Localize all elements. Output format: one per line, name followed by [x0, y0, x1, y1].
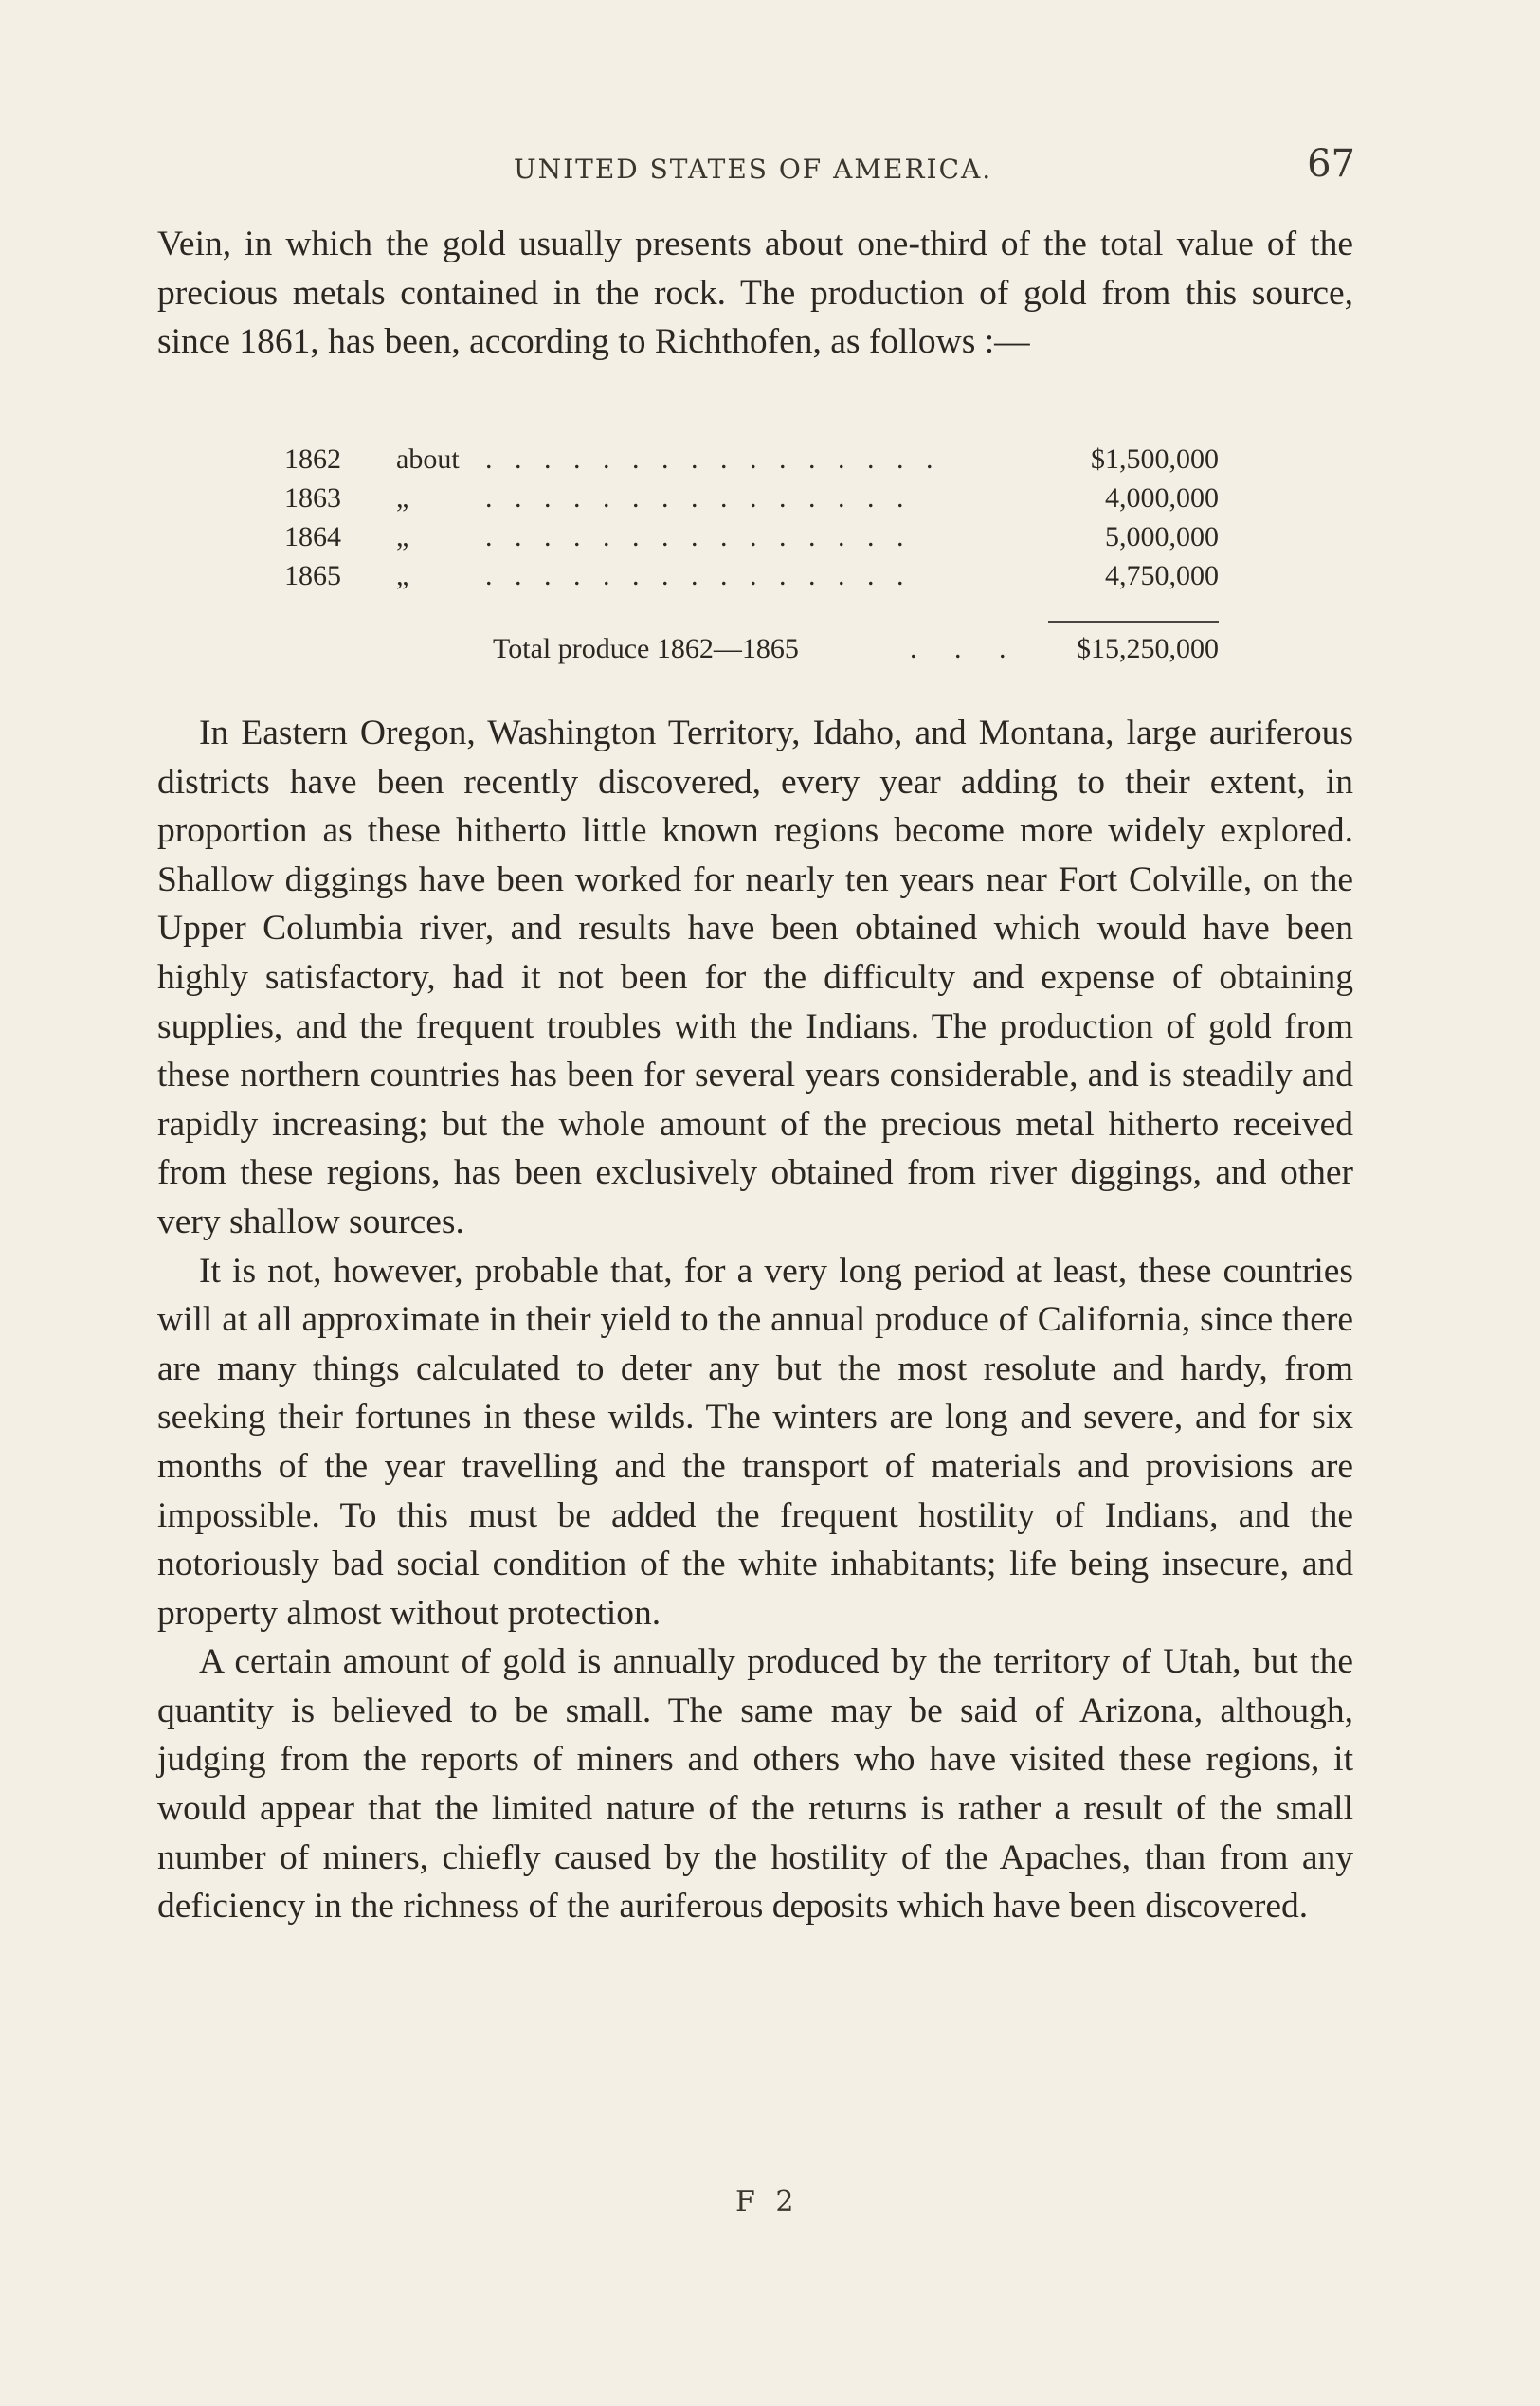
paragraph: A certain amount of gold is annually produced by the territory of Utah, but the quantity is believed to be small. The same may be said of Arizona, although, judging from the reports of miners and others who have visited these regions, it would appear that the limited nature of the returns is rather a result of the small number of miners, chiefly caused by the hostility of the Apaches, than from any deficiency in the richness of the auriferous deposits which have been discovered.: [157, 1642, 1353, 1927]
row-year: 1865: [284, 560, 341, 591]
leader-dots: . . . . . . . . . . . . . . .: [485, 521, 912, 552]
total-row: [284, 633, 1219, 672]
page-header: [152, 142, 1355, 199]
page-number: 67: [1307, 142, 1355, 186]
running-title: UNITED STATES OF AMERICA.: [514, 154, 993, 185]
production-table: [284, 443, 1219, 664]
row-value: 4,750,000: [1105, 560, 1219, 591]
table-row: [284, 443, 1219, 482]
table-row: [284, 521, 1219, 560]
paragraph: It is not, however, probable that, for a very long period at least, these countries will at all approximate in their yield to the annual produce of California, since there are many things calculated to deter any but the most resolute and hardy, from seeking their fortunes in these wilds. The winters are long and severe, and for six months of the year travelling and the transport of materials and provisions are impossible. To this must be added the frequent hostility of Indians, and the notoriously bad social condition of the white inhabitants; life being insecure, and property almost without protection.: [157, 1251, 1353, 1633]
row-year: 1864: [284, 521, 341, 552]
row-qualifier: „: [396, 482, 409, 514]
row-qualifier: „: [396, 521, 409, 552]
total-label: Total produce 1862—1865: [493, 633, 799, 664]
row-year: 1862: [284, 443, 341, 475]
table-row: [284, 482, 1219, 521]
leader-dots: . . . . . . . . . . . . . . . .: [485, 443, 941, 475]
leader-dots: . . . . . . . . . . . . . . .: [485, 560, 912, 591]
row-value: 5,000,000: [1105, 521, 1219, 552]
row-qualifier: „: [396, 560, 409, 591]
table-row: [284, 560, 1219, 599]
leader-dots: . . . . . . . . . . . . . . .: [485, 482, 912, 514]
row-value: 4,000,000: [1105, 482, 1219, 514]
paragraph: In Eastern Oregon, Washington Territory, Idaho, and Montana, large auriferous districts have been recently discovered, every year adding to their extent, in proportion as these hitherto little known regions become more widely explored. Shallow diggings have been worked for nearly ten years near Fort Colville, on the Upper Columbia river, and results have been obtained which would have been highly satisfactory, had it not been for the difficulty and expense of obtaining supplies, and the frequent troubles with the Indians. The production of gold from these northern countries has been for several years considerable, and is steadily and rapidly increasing; but the whole amount of the precious metal hitherto received from these regions, has been exclusively obtained from river diggings, and other very shallow sources.: [157, 714, 1353, 1241]
main-text: [157, 709, 1353, 1931]
sum-rule: [1048, 621, 1219, 623]
row-qualifier: about: [396, 443, 460, 475]
intro-paragraph: Vein, in which the gold usually presents about one-third of the total value of the precious metals contained in the rock. The production of gold from this source, since 1861, has been, according to Richthofen, as follows :—: [157, 225, 1353, 362]
total-value: $15,250,000: [1077, 633, 1219, 664]
row-year: 1863: [284, 482, 341, 514]
intro-paragraph-block: [157, 220, 1353, 367]
leader-dots: . . .: [910, 633, 1022, 664]
row-value: $1,500,000: [1091, 443, 1219, 475]
signature-mark: F 2: [735, 2185, 800, 2218]
